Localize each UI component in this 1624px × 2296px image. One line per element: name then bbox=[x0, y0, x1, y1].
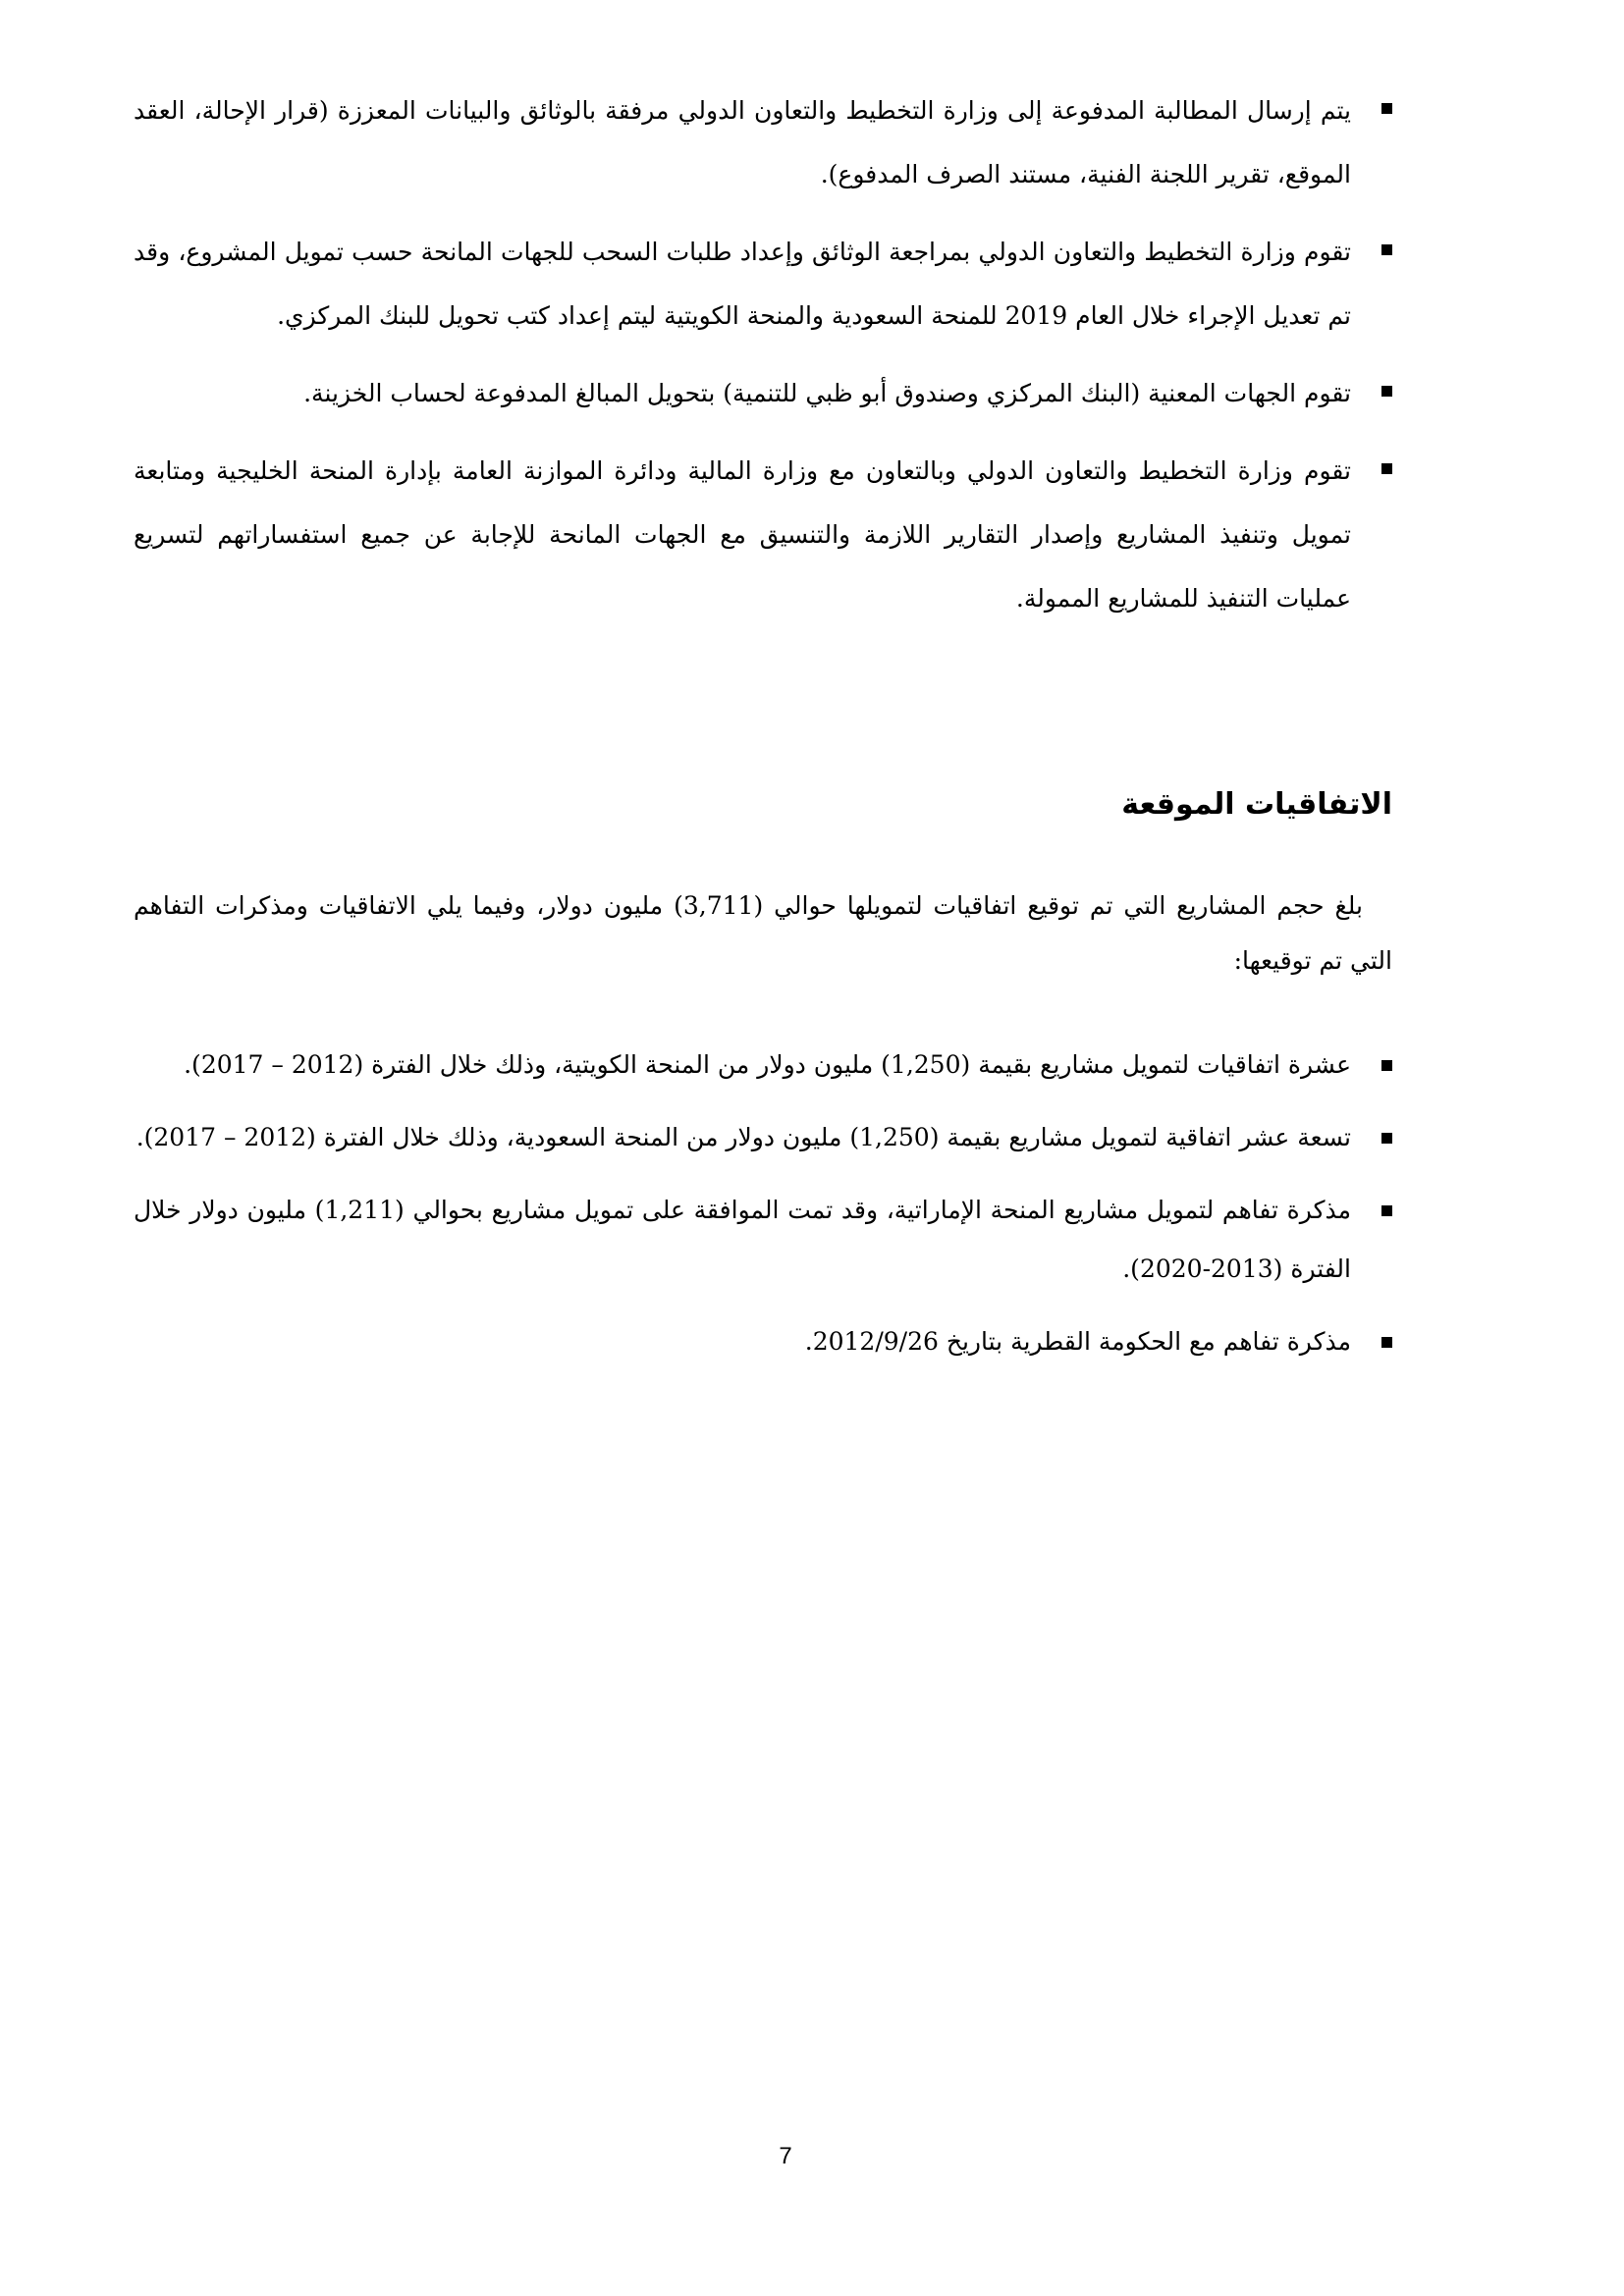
square-bullet-icon bbox=[1381, 1337, 1392, 1348]
list-item-text: مذكرة تفاهم لتمويل مشاريع المنحة الإماراتية، وقد تمت الموافقة على تمويل مشاريع بحوالي (1,211) مليون دولار خلال الفترة (2013-2020). bbox=[134, 1196, 1351, 1283]
square-bullet-icon bbox=[1381, 103, 1392, 114]
page-number: 7 bbox=[779, 2143, 792, 2169]
list-item bbox=[134, 1181, 1392, 1299]
agreements-list bbox=[134, 1036, 1392, 1371]
square-bullet-icon bbox=[1381, 1060, 1392, 1071]
list-item bbox=[134, 1036, 1392, 1095]
list-item-text: عشرة اتفاقيات لتمويل مشاريع بقيمة (1,250) مليون دولار من المنحة الكويتية، وذلك خلال الفترة (2012 – 2017). bbox=[184, 1050, 1351, 1079]
square-bullet-icon bbox=[1381, 244, 1392, 255]
list-item bbox=[134, 1312, 1392, 1371]
square-bullet-icon bbox=[1381, 1205, 1392, 1216]
square-bullet-icon bbox=[1381, 463, 1392, 474]
procedures-list bbox=[134, 79, 1392, 630]
list-item-text: تسعة عشر اتفاقية لتمويل مشاريع بقيمة (1,250) مليون دولار من المنحة السعودية، وذلك خلال الفترة (2012 – 2017). bbox=[135, 1123, 1351, 1151]
square-bullet-icon bbox=[1381, 1133, 1392, 1144]
list-item-text: مذكرة تفاهم مع الحكومة القطرية بتاريخ 2012/9/26. bbox=[804, 1327, 1351, 1356]
section-heading: الاتفاقيات الموقعة bbox=[1121, 787, 1392, 822]
square-bullet-icon bbox=[1381, 386, 1392, 397]
list-item bbox=[134, 439, 1392, 630]
list-item-text: تقوم وزارة التخطيط والتعاون الدولي وبالتعاون مع وزارة المالية ودائرة الموازنة العامة بإدارة المنحة الخليجية ومتابعة تمويل وتنفيذ المشاريع وإصدار التقارير اللازمة والتنسيق مع الجهات المانحة للإجابة عن جميع استفساراتهم لتسريع عمليات التنفيذ للمشاريع الممولة. bbox=[134, 456, 1351, 613]
list-item bbox=[134, 361, 1392, 425]
list-item bbox=[134, 220, 1392, 347]
procedures-section bbox=[134, 79, 1392, 644]
list-item-text: تقوم الجهات المعنية (البنك المركزي وصندوق أبو ظبي للتنمية) بتحويل المبالغ المدفوعة لحساب الخزينة. bbox=[303, 379, 1351, 407]
list-item bbox=[134, 1108, 1392, 1167]
intro-paragraph: بلغ حجم المشاريع التي تم توقيع اتفاقيات لتمويلها حوالي (3,711) مليون دولار، وفيما يلي الاتفاقيات ومذكرات التفاهم التي تم توقيعها: bbox=[134, 891, 1392, 975]
list-item bbox=[134, 79, 1392, 206]
agreements-section bbox=[134, 1036, 1392, 1385]
list-item-text: يتم إرسال المطالبة المدفوعة إلى وزارة التخطيط والتعاون الدولي مرفقة بالوثائق والبيانات المعززة (قرار الإحالة، العقد الموقع، تقرير اللجنة الفنية، مستند الصرف المدفوع). bbox=[134, 96, 1351, 188]
list-item-text: تقوم وزارة التخطيط والتعاون الدولي بمراجعة الوثائق وإعداد طلبات السحب للجهات المانحة حسب تمويل المشروع، وقد تم تعديل الإجراء خلال العام 2019 للمنحة السعودية والمنحة الكويتية ليتم إعداد كتب تحويل للبنك المركزي. bbox=[134, 238, 1351, 330]
